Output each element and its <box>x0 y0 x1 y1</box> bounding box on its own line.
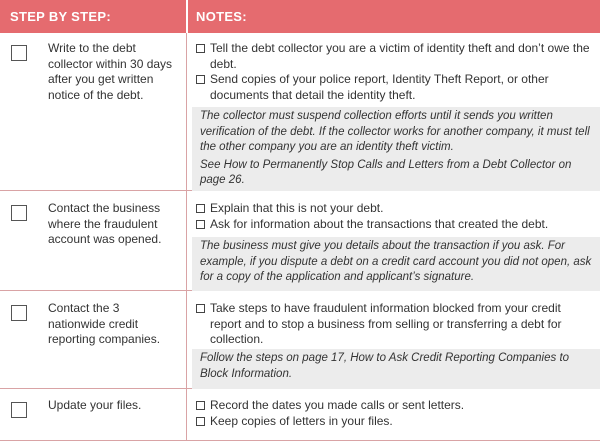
note-item-text: Take steps to have fraudulent information blocked from your credit report and to stop a business from selling or transferring a debt for collection. <box>210 301 562 346</box>
note-callout-text: The business must give you details about the transaction if you ask. For example, if you dispute a debt on a credit card account you did not open, ask for a copy of the application and applicant’s signature. <box>200 240 592 283</box>
note-item-text: Tell the debt collector you are a victim of identity theft and don’t owe the debt. <box>210 41 590 71</box>
note-checkbox[interactable] <box>196 220 205 229</box>
list-item <box>196 41 593 72</box>
list-item <box>196 414 593 430</box>
note-checkbox[interactable] <box>196 304 205 313</box>
step-checkbox[interactable] <box>11 305 27 321</box>
step-text: Contact the 3 nationwide credit reporting companies. <box>48 301 161 346</box>
note-callout <box>192 237 600 291</box>
note-item-text: Ask for information about the transactions that created the debt. <box>210 216 549 231</box>
step-checkbox[interactable] <box>11 205 27 221</box>
step-checkbox[interactable] <box>11 45 27 61</box>
table-row <box>0 291 600 389</box>
note-checkbox[interactable] <box>196 75 205 84</box>
note-item-text: Record the dates you made calls or sent letters. <box>210 398 465 412</box>
step-by-step-heading: STEP BY STEP: <box>0 0 186 33</box>
notes-checklist <box>196 41 593 103</box>
list-item <box>196 217 593 233</box>
note-callout-text: The collector must suspend collection efforts until it sends you written verification of the debt. If the collector works for another company, it must tell the other company you are an identity theft victim. <box>200 110 590 153</box>
list-item <box>196 72 593 103</box>
notes-checklist <box>196 301 593 348</box>
note-checkbox[interactable] <box>196 44 205 53</box>
step-text: Write to the debt collector within 30 days after you get written notice of the debt. <box>48 41 173 102</box>
note-checkbox[interactable] <box>196 204 205 213</box>
note-item-text: Keep copies of letters in your files. <box>210 413 393 428</box>
note-item-text: Explain that this is not your debt. <box>210 201 384 215</box>
note-checkbox[interactable] <box>196 417 205 426</box>
step-text: Update your files. <box>48 398 142 412</box>
table-row <box>0 33 600 191</box>
note-callout-text: Follow the steps on page 17, How to Ask Credit Reporting Companies to Block Information. <box>200 352 570 380</box>
table-header <box>0 0 600 33</box>
notes-checklist <box>196 398 593 429</box>
note-checkbox[interactable] <box>196 401 205 410</box>
notes-heading: NOTES: <box>186 0 600 33</box>
table-row <box>0 389 600 441</box>
step-text: Contact the business where the fraudulent account was opened. <box>48 201 162 246</box>
table-row <box>0 191 600 291</box>
notes-checklist <box>196 201 593 232</box>
note-callout <box>192 349 600 389</box>
note-item-text: Send copies of your police report, Identity Theft Report, or other documents that detail the identity theft. <box>210 72 549 102</box>
list-item <box>196 398 593 414</box>
list-item <box>196 301 593 348</box>
step-checkbox[interactable] <box>11 402 27 418</box>
note-callout <box>192 107 600 191</box>
list-item <box>196 201 593 217</box>
note-callout-text: See How to Permanently Stop Calls and Letters from a Debt Collector on page 26. <box>200 158 572 186</box>
